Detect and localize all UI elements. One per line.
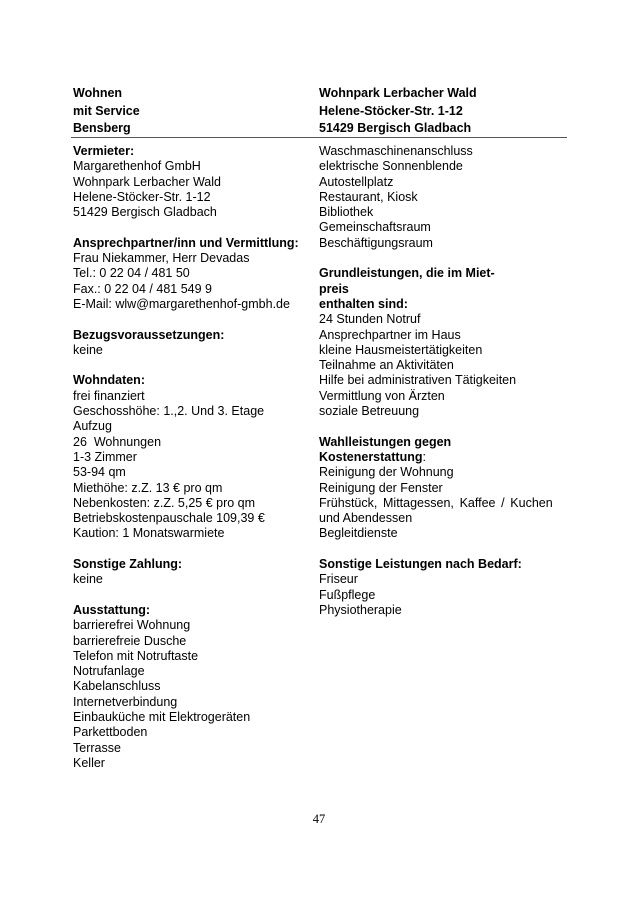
text-line: und Abendessen xyxy=(319,511,413,526)
section-wahlleistungen xyxy=(319,435,569,542)
text-line: Gemeinschaftsraum xyxy=(319,220,431,235)
text-line: Frau Niekammer, Herr Devadas xyxy=(73,251,250,266)
text-line: 1-3 Zimmer xyxy=(73,449,137,464)
section-heading: enthalten sind: xyxy=(319,296,408,311)
text-line: Parkettboden xyxy=(73,725,148,740)
text-line: Frühstück, Mittagessen, Kaffee / Kuchen xyxy=(319,495,553,510)
text-line: Terrasse xyxy=(73,740,121,755)
section-sonstige-leistungen xyxy=(319,557,569,618)
text-line: Wohnpark Lerbacher Wald xyxy=(73,174,221,189)
section-sonstige-zahlung xyxy=(73,557,313,588)
page-number: 47 xyxy=(312,812,326,826)
section-ausstattung-continued xyxy=(319,144,569,251)
text-line: keine xyxy=(73,572,103,587)
header-divider xyxy=(71,137,567,138)
spacer xyxy=(73,220,313,235)
text-line: Betriebskostenpauschale 109,39 € xyxy=(73,511,265,526)
section-heading: Vermieter: xyxy=(73,144,135,158)
section-grundleistungen xyxy=(319,266,569,419)
text-line: Margarethenhof GmbH xyxy=(73,159,201,174)
text-line: Tel.: 0 22 04 / 481 50 xyxy=(73,266,190,281)
header-right xyxy=(319,85,565,138)
spacer xyxy=(319,542,569,557)
text-line: Autostellplatz xyxy=(319,174,394,189)
spacer xyxy=(73,312,313,327)
text-line: Geschosshöhe: 1.,2. Und 3. Etage xyxy=(73,404,265,419)
text-line: Waschmaschinenanschluss xyxy=(319,144,473,158)
text-line: Restaurant, Kiosk xyxy=(319,189,418,204)
section-heading: Ansprechpartner/inn und Vermittlung: xyxy=(73,235,299,250)
section-heading: Sonstige Zahlung: xyxy=(73,557,183,572)
text-line: keine xyxy=(73,342,103,357)
section-ausstattung xyxy=(73,603,313,771)
text-line: barrierefreie Dusche xyxy=(73,633,187,648)
text-line: 24 Stunden Notruf xyxy=(319,312,421,327)
text-line: Begleitdienste xyxy=(319,526,398,541)
spacer xyxy=(319,419,569,434)
text-line: Fußpflege xyxy=(319,587,376,602)
text-line: Internetverbindung xyxy=(73,694,178,709)
text-line: Helene-Stöcker-Str. 1-12 xyxy=(73,189,211,204)
text-line: Nebenkosten: z.Z. 5,25 € pro qm xyxy=(73,495,256,510)
text-line: Keller xyxy=(73,755,105,770)
section-heading: Wahlleistungen gegen xyxy=(319,434,452,449)
section-heading: preis xyxy=(319,281,349,296)
text-line: Bibliothek xyxy=(319,205,374,220)
text-line: Telefon mit Notruftaste xyxy=(73,648,199,663)
text-line: Friseur xyxy=(319,572,358,587)
text-line: Teilnahme an Aktivitäten xyxy=(319,358,454,373)
text-line: Kaution: 1 Monatswarmiete xyxy=(73,526,225,541)
text-line: Ansprechpartner im Haus xyxy=(319,327,461,342)
text-line: soziale Betreuung xyxy=(319,404,420,419)
spacer xyxy=(73,588,313,603)
right-column xyxy=(319,144,569,618)
text-line: 51429 Bergisch Gladbach xyxy=(73,205,217,220)
text-line: Hilfe bei administrativen Tätigkeiten xyxy=(319,373,517,388)
text-line: 26 Wohnungen xyxy=(73,434,162,449)
spacer xyxy=(319,251,569,266)
section-ansprechpartner xyxy=(73,236,313,312)
section-wohndaten xyxy=(73,373,313,541)
text-line: 53-94 qm xyxy=(73,465,126,480)
section-heading: Bezugsvoraussetzungen: xyxy=(73,327,225,342)
header-left-line: mit Service xyxy=(73,103,140,118)
section-heading-line xyxy=(319,450,569,465)
text-line: Reinigung der Fenster xyxy=(319,480,443,495)
text-line: elektrische Sonnenblende xyxy=(319,159,463,174)
text-line: barrierefrei Wohnung xyxy=(73,618,191,633)
text-line: kleine Hausmeistertätigkeiten xyxy=(319,342,483,357)
section-heading: Ausstattung: xyxy=(73,602,151,617)
header-left xyxy=(73,85,303,138)
header-left-line: Bensberg xyxy=(73,121,131,135)
email-line: E-Mail: wlw@margarethenhof-gmbh.de xyxy=(73,296,290,311)
text-line: Physiotherapie xyxy=(319,602,402,617)
header-left-line: Wohnen xyxy=(73,86,123,100)
text-line: Vermittlung von Ärzten xyxy=(319,388,445,403)
text-line: Aufzug xyxy=(73,419,112,434)
text-line: Beschäftigungsraum xyxy=(319,235,433,250)
section-heading: Kostenerstattung xyxy=(319,449,423,464)
text-line: Fax.: 0 22 04 / 481 549 9 xyxy=(73,281,212,296)
spacer xyxy=(73,358,313,373)
section-heading: Wohndaten: xyxy=(73,373,145,388)
section-heading: Grundleistungen, die im Miet- xyxy=(319,266,495,281)
spacer xyxy=(73,542,313,557)
heading-colon: : xyxy=(422,449,426,464)
text-line: Kabelanschluss xyxy=(73,679,161,694)
header-right-line: 51429 Bergisch Gladbach xyxy=(319,121,472,135)
section-vermieter xyxy=(73,144,313,220)
header-right-line: Wohnpark Lerbacher Wald xyxy=(319,86,477,100)
left-column xyxy=(73,144,313,771)
text-line: Einbauküche mit Elektrogeräten xyxy=(73,709,251,724)
section-heading: Sonstige Leistungen nach Bedarf: xyxy=(319,557,522,572)
text-line: Notrufanlage xyxy=(73,664,145,679)
section-bezugsvoraussetzungen xyxy=(73,328,313,359)
header-right-line: Helene-Stöcker-Str. 1-12 xyxy=(319,103,463,118)
text-line: Miethöhe: z.Z. 13 € pro qm xyxy=(73,480,223,495)
text-line: Reinigung der Wohnung xyxy=(319,465,454,480)
text-line: frei finanziert xyxy=(73,388,145,403)
